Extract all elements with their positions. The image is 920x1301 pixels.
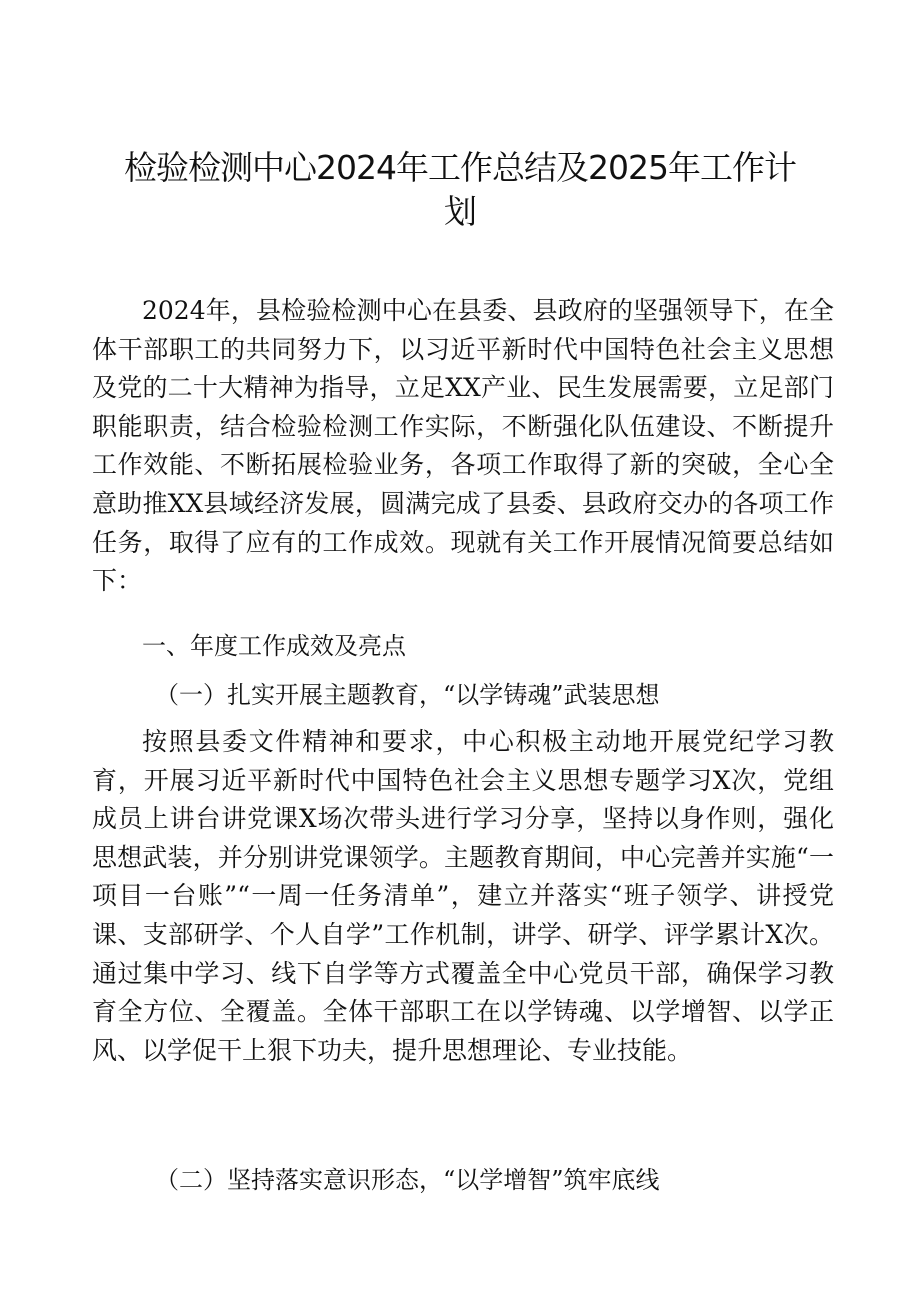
section-1-heading: 一、年度工作成效及亮点	[142, 632, 406, 660]
intro-paragraph: 2024年，县检验检测中心在县委、县政府的坚强领导下，在全体干部职工的共同努力下，以习近平新时代中国特色社会主义思想及党的二十大精神为指导，立足XX产业、民生发展需要，立足部门职能职责，结合检验检测工作实际，不断强化队伍建设、不断提升工作效能、不断拓展检验业务，各项工作取得了新的突破，全心全意助推XX县域经济发展，圆满完成了县委、县政府交办的各项工作任务，取得了应有的工作成效。现就有关工作开展情况简要总结如下：	[92, 296, 834, 596]
document-title-line-2: 划	[444, 192, 476, 231]
subsection-1-body: 按照县委文件精神和要求，中心积极主动地开展党纪学习教育，开展习近平新时代中国特色社会主义思想专题学习X次，党组成员上讲台讲党课X场次带头进行学习分享，坚持以身作则，强化思想武装，并分别讲党课领学。主题教育期间，中心完善并实施“一项目一台账”“一周一任务清单”，建立并落实“班子领学、讲授党课、支部研学、个人自学”工作机制，讲学、研学、评学累计X次。通过集中学习、线下自学等方式覆盖全中心党员干部，确保学习教育全方位、全覆盖。全体干部职工在以学铸魂、以学增智、以学正风、以学促干上狠下功夫，提升思想理论、专业技能。	[92, 727, 834, 1065]
document-title-line-1: 检验检测中心2024年工作总结及2025年工作计	[124, 148, 796, 187]
document-title	[90, 146, 830, 234]
subsection-1-heading: （一）扎实开展主题教育，“以学铸魂”武装思想	[155, 681, 660, 709]
subsection-2-heading: （二）坚持落实意识形态，“以学增智”筑牢底线	[155, 1166, 660, 1194]
